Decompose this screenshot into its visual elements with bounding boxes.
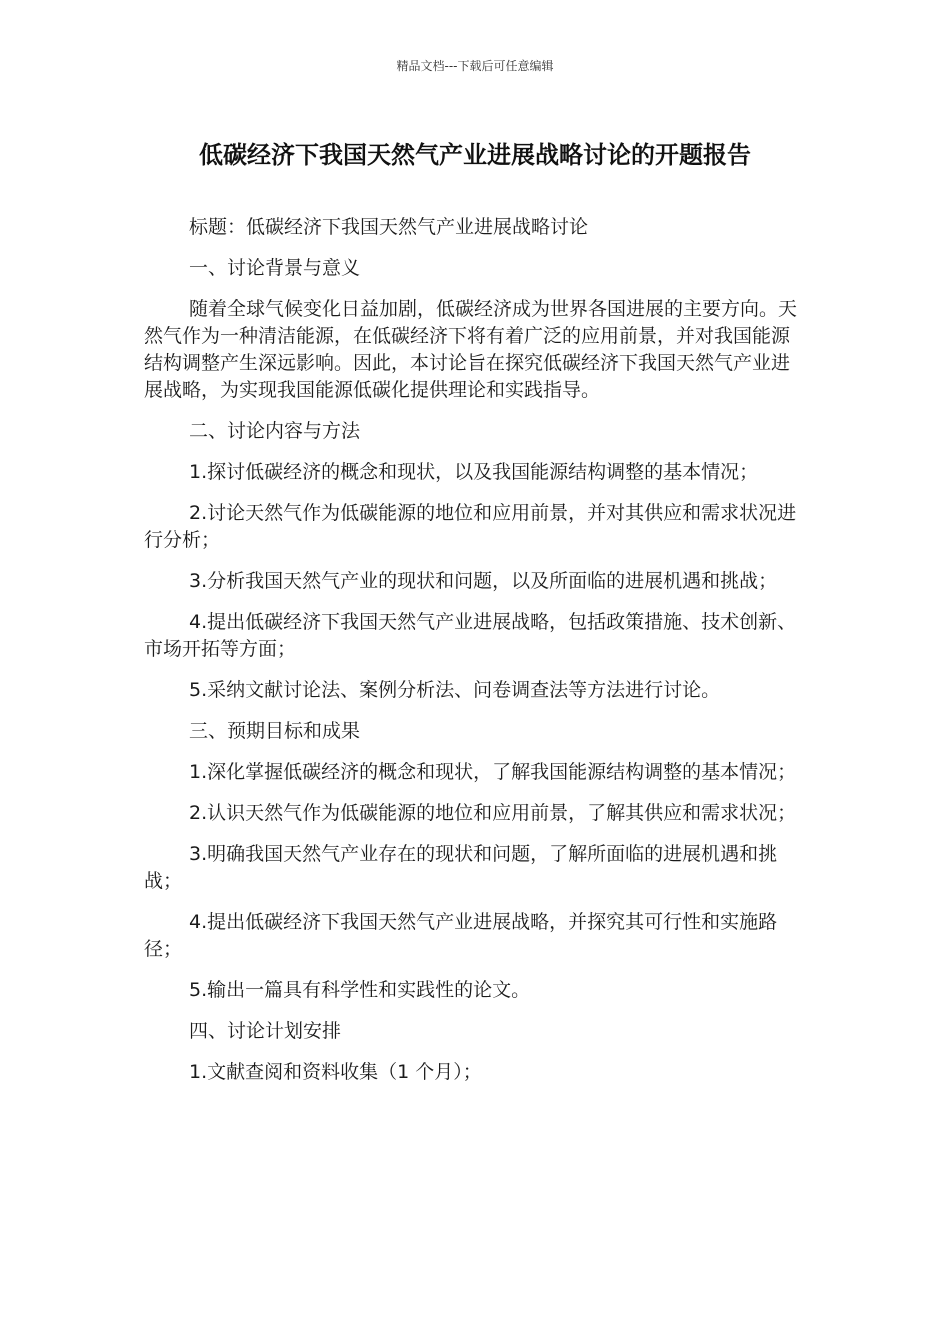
list-item: 1.文献查阅和资料收集（1 个月）；: [189, 1061, 482, 1083]
list-item: 2.讨论天然气作为低碳能源的地位和应用前景，并对其供应和需求状况进行分析；: [144, 502, 797, 551]
section-heading-goals: 三、预期目标和成果: [189, 720, 361, 742]
section-heading-content-methods: 二、讨论内容与方法: [189, 420, 361, 442]
list-item: 5.输出一篇具有科学性和实践性的论文。: [189, 979, 531, 1001]
list-item: 4.提出低碳经济下我国天然气产业进展战略，包括政策措施、技术创新、市场开拓等方面；: [144, 611, 797, 660]
list-item: 1.深化掌握低碳经济的概念和现状，了解我国能源结构调整的基本情况；: [189, 761, 797, 783]
list-item: 1.探讨低碳经济的概念和现状，以及我国能源结构调整的基本情况；: [189, 461, 759, 483]
page-header: 精品文档---下载后可任意编辑: [396, 59, 554, 73]
document-body: [144, 214, 806, 1086]
document-title: 低碳经济下我国天然气产业进展战略讨论的开题报告: [199, 141, 751, 169]
section-heading-schedule: 四、讨论计划安排: [189, 1020, 342, 1042]
list-item: 3.明确我国天然气产业存在的现状和问题，了解所面临的进展机遇和挑战；: [144, 843, 778, 892]
subject-line: 标题：低碳经济下我国天然气产业进展战略讨论: [189, 216, 589, 238]
list-item: 2.认识天然气作为低碳能源的地位和应用前景，了解其供应和需求状况；: [189, 802, 797, 824]
list-item: 4.提出低碳经济下我国天然气产业进展战略，并探究其可行性和实施路径；: [144, 911, 778, 960]
list-item: 5.采纳文献讨论法、案例分析法、问卷调查法等方法进行讨论。: [189, 679, 721, 701]
section-heading-background: 一、讨论背景与意义: [189, 257, 361, 279]
list-item: 3.分析我国天然气产业的现状和问题，以及所面临的进展机遇和挑战；: [189, 570, 778, 592]
background-paragraph: 随着全球气候变化日益加剧，低碳经济成为世界各国进展的主要方向。天然气作为一种清洁能源，在低碳经济下将有着广泛的应用前景，并对我国能源结构调整产生深远影响。因此，本讨论旨在探究低碳经济下我国天然气产业进展战略，为实现我国能源低碳化提供理论和实践指导。: [144, 298, 798, 401]
